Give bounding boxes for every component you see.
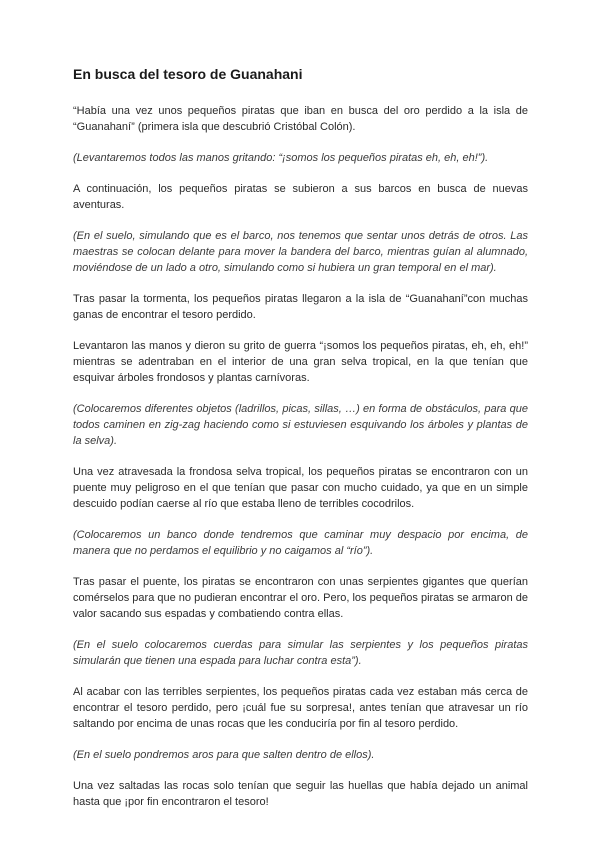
paragraph-river: Al acabar con las terribles serpientes, los pequeños piratas cada vez estaban más cerca de encontrar el tesoro perdido, pero ¡cuál fue su sorpresa!, antes tenían que atravesar un río saltando por encima de unas rocas que les conduciría por fin al tesoro perdido.	[73, 686, 528, 730]
activity-note-ropes: (En el suelo colocaremos cuerdas para simular las serpientes y los pequeños piratas simularán que tienen una espada para luchar contra esta”).	[73, 639, 528, 667]
paragraph-snakes: Tras pasar el puente, los piratas se encontraron con unas serpientes gigantes que querían comérselos para que no pudieran encontrar el oro. Pero, los pequeños piratas se armaron de valor sacando sus espadas y combatiendo contra ellas.	[73, 576, 528, 620]
activity-note-hands: (Levantaremos todos las manos gritando: “¡somos los pequeños piratas eh, eh, eh!”).	[73, 152, 489, 164]
activity-note-boat: (En el suelo, simulando que es el barco, nos tenemos que sentar unos detrás de otros. Las maestras se colocan delante para mover la bandera del barco, mientras guían al alumnado, moviéndose de un lado a otro, simulando como si hubiera un gran temporal en el mar).	[73, 230, 528, 274]
paragraph-intro: “Había una vez unos pequeños piratas que iban en busca del oro perdido a la isla de “Guanahaní” (primera isla que descubrió Cristóbal Colón).	[73, 105, 528, 133]
paragraph-treasure: Una vez saltadas las rocas solo tenían que seguir las huellas que había dejado un animal hasta que ¡por fin encontraron el tesoro!	[73, 780, 528, 808]
document-title: En busca del tesoro de Guanahani	[73, 66, 303, 82]
activity-note-hoops: (En el suelo pondremos aros para que salten dentro de ellos).	[73, 749, 375, 761]
paragraph-island: Tras pasar la tormenta, los pequeños piratas llegaron a la isla de “Guanahaní”con muchas ganas de encontrar el tesoro perdido.	[73, 293, 528, 321]
paragraph-jungle: Levantaron las manos y dieron su grito de guerra “¡somos los pequeños piratas, eh, eh, eh!” mientras se adentraban en el interior de una gran selva tropical, en la que tenían que esquivar árboles frondosos y plantas carnívoras.	[73, 340, 528, 384]
activity-note-obstacles: (Colocaremos diferentes objetos (ladrillos, picas, sillas, …) en forma de obstáculos, para que todos caminen en zig-zag haciendo como si estuviesen esquivando los árboles y plantas de la selva).	[73, 403, 528, 447]
document-body	[73, 65, 528, 825]
activity-note-bench: (Colocaremos un banco donde tendremos que caminar muy despacio por encima, de manera que no perdamos el equilibrio y no caigamos al “río”).	[73, 529, 528, 557]
paragraph-boats: A continuación, los pequeños piratas se subieron a sus barcos en busca de nuevas aventuras.	[73, 183, 528, 211]
paragraph-bridge: Una vez atravesada la frondosa selva tropical, los pequeños piratas se encontraron con un puente muy peligroso en el que tenían que pasar con mucho cuidado, ya que en un simple descuido podían caerse al río que estaba lleno de terribles cocodrilos.	[73, 466, 528, 510]
